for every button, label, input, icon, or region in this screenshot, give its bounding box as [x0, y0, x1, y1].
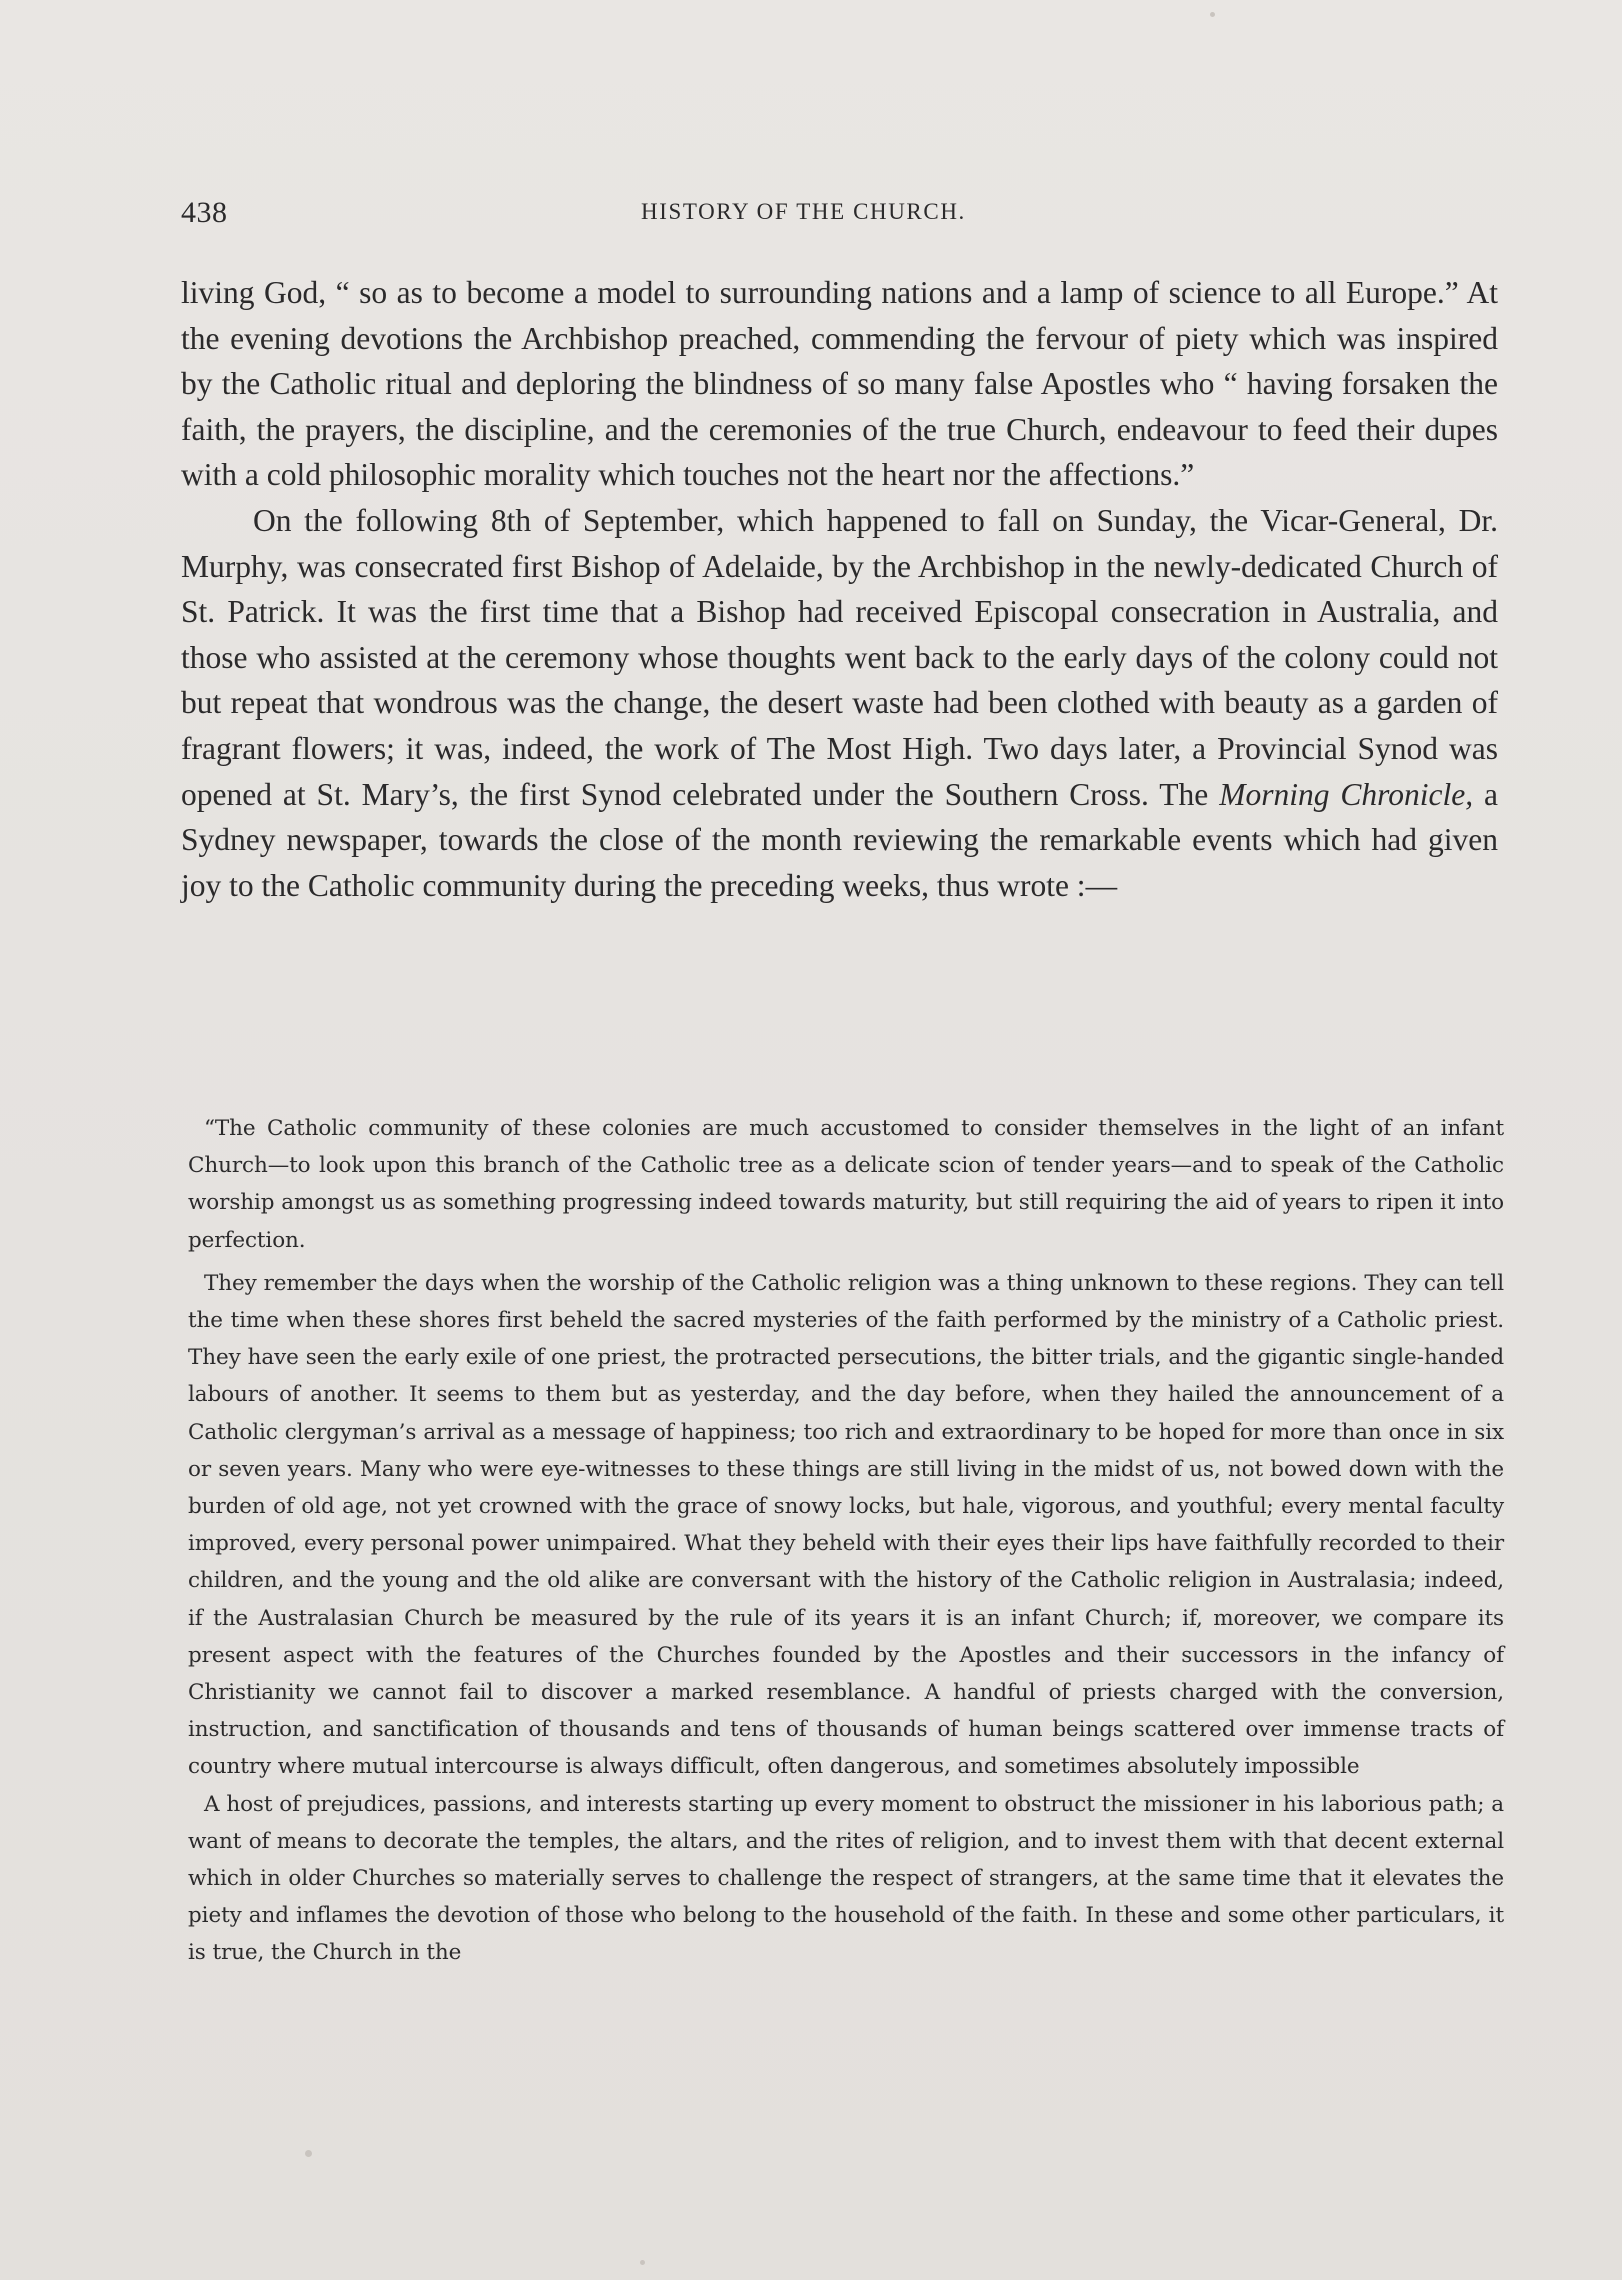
quote-paragraph-1: “The Catholic community of these colonies are much accustomed to consider themselves in the light of an infant Church—to look upon this branch of the Catholic tree as a delicate scion of tender years—and to speak of the Catholic worship amongst us as something progressing indeed towards maturity, but still requiring the aid of years to ripen it into perfection. — [188, 1116, 1504, 1253]
paragraph-2 — [181, 498, 1498, 908]
paragraph-2-text-a: On the following 8th of September, which happened to fall on Sunday, the Vicar-General, Dr. Murphy, was consecrated first Bishop of Adelaide, by the Archbishop in the newly-dedicated Church of St. Patrick. It was the first time that a Bishop had received Episcopal consecration in Australia, and those who assisted at the ceremony whose thoughts went back to the early days of the colony could not but repeat that wondrous was the change, the desert waste had been clothed with beauty as a garden of fragrant flowers; it was, indeed, the work of The Most High. Two days later, a Provincial Synod was opened at St. Mary’s, the first Synod celebrated under the Southern Cross. The — [181, 502, 1498, 812]
quote-paragraph-2: They remember the days when the worship of the Catholic religion was a thing unknown to these regions. They can tell the time when these shores first beheld the sacred mysteries of the faith performed by the ministry of a Catholic priest. They have seen the early exile of one priest, the protracted persecutions, the bitter trials, and the gigantic single-handed labours of another. It seems to them but as yesterday, and the day before, when they hailed the announcement of a Catholic clergyman’s arrival as a message of happiness; too rich and extraordinary to be hoped for more than once in six or seven years. Many who were eye-witnesses to these things are still living in the midst of us, not bowed down with the burden of old age, not yet crowned with the grace of snowy locks, but hale, vigorous, and youthful; every mental faculty improved, every personal power unimpaired. What they beheld with their eyes their lips have faithfully recorded to their children, and the young and the old alike are conversant with the history of the Catholic religion in Australasia; indeed, if the Australasian Church be measured by the rule of its years it is an infant Church; if, moreover, we compare its present aspect with the features of the Churches founded by the Apostles and their successors in the infancy of Christianity we cannot fail to discover a marked resemblance. A handful of priests charged with the conversion, instruction, and sanctification of thousands and tens of thousands of human beings scattered over immense tracts of country where mutual intercourse is always difficult, often dangerous, and sometimes absolutely impossible — [188, 1270, 1504, 1780]
quote-paragraph-3: A host of prejudices, passions, and interests starting up every moment to obstruct the missioner in his laborious path; a want of means to decorate the temples, the altars, and the rites of religion, and to invest them with that decent external which in older Churches so materially serves to challenge the respect of strangers, at the same time that it elevates the piety and inflames the devotion of those who belong to the household of the faith. In these and some other particulars, it is true, the Church in the — [188, 1791, 1504, 1966]
paragraph-1: living God, “ so as to become a model to surrounding nations and a lamp of science to all Europe.” At the evening devotions the Archbishop preached, commending the fervour of piety which was inspired by the Catholic ritual and deploring the blindness of so many false Apostles who “ having forsaken the faith, the prayers, the discipline, and the ceremonies of the true Church, endeavour to feed their dupes with a cold philosophic morality which touches not the heart nor the affections.” — [181, 275, 1498, 493]
block-quote — [188, 1110, 1504, 1972]
running-head: HISTORY OF THE CHURCH. — [641, 199, 966, 224]
paragraph-2-text-b: a Sydney newspaper, towards the close of the month reviewing the remarkable events which had given joy to the Catholic community during the preceding weeks, thus wrote :— — [181, 776, 1498, 903]
main-text — [181, 270, 1498, 908]
paper-speck — [305, 2150, 312, 2157]
newspaper-title: Morning Chronicle, — [1219, 776, 1474, 812]
page-header — [181, 196, 1496, 236]
paper-speck — [1210, 12, 1215, 17]
page-number: 438 — [181, 196, 228, 229]
paper-speck — [640, 2260, 645, 2265]
